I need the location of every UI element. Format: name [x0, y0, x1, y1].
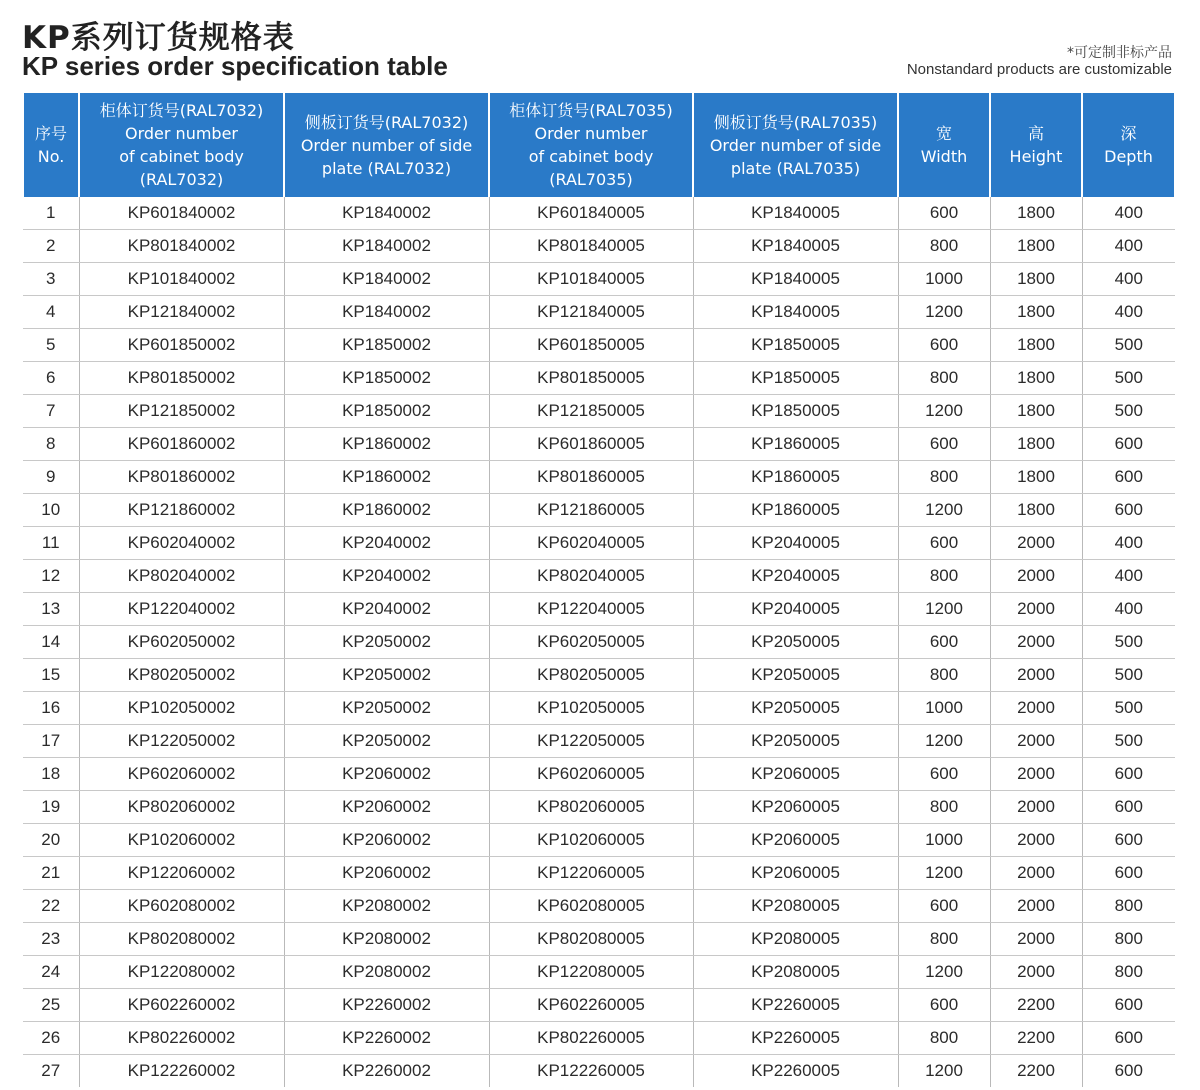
cell-depth: 500: [1082, 626, 1175, 659]
cell-side-plate-7032: KP2040002: [284, 593, 489, 626]
cell-no: 1: [23, 197, 79, 230]
cell-no: 7: [23, 395, 79, 428]
cell-side-plate-7032: KP1860002: [284, 461, 489, 494]
cell-width: 600: [898, 758, 990, 791]
cell-no: 24: [23, 956, 79, 989]
column-header-line: 宽: [935, 124, 952, 143]
cell-cabinet-7035: KP801860005: [489, 461, 693, 494]
cell-side-plate-7032: KP2060002: [284, 824, 489, 857]
cell-side-plate-7032: KP2260002: [284, 1055, 489, 1088]
cell-width: 800: [898, 659, 990, 692]
column-header-line: plate (RAL7032): [321, 158, 452, 178]
cell-width: 600: [898, 197, 990, 230]
cell-cabinet-7032: KP801860002: [79, 461, 284, 494]
cell-height: 2000: [990, 857, 1082, 890]
column-header-line: 序号: [34, 124, 67, 143]
cell-cabinet-7032: KP102050002: [79, 692, 284, 725]
cell-no: 11: [23, 527, 79, 560]
column-header-side-plate-7035: [693, 93, 898, 197]
cell-height: 1800: [990, 197, 1082, 230]
table-row: [23, 395, 1175, 428]
cell-depth: 800: [1082, 923, 1175, 956]
cell-height: 1800: [990, 395, 1082, 428]
cell-width: 1000: [898, 263, 990, 296]
table-row: [23, 560, 1175, 593]
cell-depth: 400: [1082, 593, 1175, 626]
cell-depth: 500: [1082, 692, 1175, 725]
cell-side-plate-7032: KP2060002: [284, 758, 489, 791]
cell-cabinet-7035: KP602050005: [489, 626, 693, 659]
cell-no: 15: [23, 659, 79, 692]
cell-depth: 800: [1082, 890, 1175, 923]
cell-depth: 500: [1082, 362, 1175, 395]
column-header-line: No.: [37, 147, 65, 166]
cell-cabinet-7032: KP602040002: [79, 527, 284, 560]
cell-height: 2000: [990, 527, 1082, 560]
cell-cabinet-7032: KP601850002: [79, 329, 284, 362]
cell-height: 2200: [990, 1055, 1082, 1088]
table-row: [23, 527, 1175, 560]
cell-width: 1200: [898, 1055, 990, 1088]
cell-width: 800: [898, 923, 990, 956]
column-header-line: Order number: [534, 124, 648, 143]
cell-height: 2000: [990, 659, 1082, 692]
cell-no: 18: [23, 758, 79, 791]
cell-side-plate-7035: KP2060005: [693, 824, 898, 857]
column-header-line: of cabinet body: [119, 147, 244, 166]
cell-width: 1200: [898, 494, 990, 527]
cell-cabinet-7035: KP122060005: [489, 857, 693, 890]
cell-side-plate-7035: KP2050005: [693, 659, 898, 692]
cell-side-plate-7035: KP2050005: [693, 626, 898, 659]
cell-cabinet-7035: KP802080005: [489, 923, 693, 956]
cell-cabinet-7032: KP802260002: [79, 1022, 284, 1055]
cell-cabinet-7032: KP122260002: [79, 1055, 284, 1088]
cell-width: 600: [898, 329, 990, 362]
cell-side-plate-7035: KP2060005: [693, 857, 898, 890]
cell-side-plate-7032: KP2040002: [284, 527, 489, 560]
cell-height: 1800: [990, 296, 1082, 329]
cell-no: 25: [23, 989, 79, 1022]
cell-height: 2000: [990, 890, 1082, 923]
cell-no: 14: [23, 626, 79, 659]
cell-side-plate-7035: KP2040005: [693, 527, 898, 560]
cell-width: 600: [898, 527, 990, 560]
table-row: [23, 593, 1175, 626]
cell-width: 800: [898, 230, 990, 263]
column-header-line: plate (RAL7035): [730, 158, 861, 178]
cell-side-plate-7032: KP2260002: [284, 1022, 489, 1055]
column-header-cabinet-7032: [79, 93, 284, 197]
cell-cabinet-7032: KP801840002: [79, 230, 284, 263]
table-row: [23, 230, 1175, 263]
table-header-row: [23, 93, 1175, 197]
cell-side-plate-7035: KP1860005: [693, 494, 898, 527]
column-header-line: (RAL7035): [549, 170, 633, 189]
column-header-line: 柜体订货号(RAL7032): [99, 101, 264, 120]
table-row: [23, 263, 1175, 296]
cell-depth: 600: [1082, 1022, 1175, 1055]
cell-cabinet-7035: KP122040005: [489, 593, 693, 626]
cell-no: 22: [23, 890, 79, 923]
cell-cabinet-7035: KP601840005: [489, 197, 693, 230]
cell-cabinet-7035: KP802040005: [489, 560, 693, 593]
cell-height: 1800: [990, 461, 1082, 494]
cell-no: 4: [23, 296, 79, 329]
cell-width: 1000: [898, 692, 990, 725]
table-row: [23, 362, 1175, 395]
cell-depth: 600: [1082, 461, 1175, 494]
cell-cabinet-7032: KP602080002: [79, 890, 284, 923]
cell-no: 26: [23, 1022, 79, 1055]
cell-side-plate-7032: KP1850002: [284, 329, 489, 362]
cell-height: 1800: [990, 263, 1082, 296]
cell-height: 2000: [990, 791, 1082, 824]
cell-side-plate-7035: KP1850005: [693, 329, 898, 362]
cell-no: 5: [23, 329, 79, 362]
cell-height: 1800: [990, 362, 1082, 395]
cell-height: 2000: [990, 758, 1082, 791]
cell-cabinet-7035: KP801850005: [489, 362, 693, 395]
cell-no: 12: [23, 560, 79, 593]
cell-no: 2: [23, 230, 79, 263]
cell-side-plate-7032: KP2050002: [284, 692, 489, 725]
column-header-line: Depth: [1104, 147, 1153, 166]
cell-height: 2000: [990, 956, 1082, 989]
cell-side-plate-7035: KP1860005: [693, 461, 898, 494]
column-header-height: [990, 93, 1082, 197]
column-header-line: Order number: [125, 124, 238, 143]
table-row: [23, 1022, 1175, 1055]
cell-side-plate-7032: KP1850002: [284, 362, 489, 395]
cell-cabinet-7035: KP102060005: [489, 824, 693, 857]
cell-no: 8: [23, 428, 79, 461]
cell-no: 27: [23, 1055, 79, 1088]
table-row: [23, 296, 1175, 329]
cell-cabinet-7035: KP602060005: [489, 758, 693, 791]
cell-no: 13: [23, 593, 79, 626]
page-header: [0, 0, 1200, 92]
note-chinese: *可定制非标产品: [1067, 45, 1172, 61]
cell-depth: 600: [1082, 758, 1175, 791]
cell-side-plate-7035: KP1840005: [693, 263, 898, 296]
cell-no: 3: [23, 263, 79, 296]
cell-cabinet-7032: KP802040002: [79, 560, 284, 593]
cell-height: 2000: [990, 560, 1082, 593]
table-row: [23, 494, 1175, 527]
cell-side-plate-7032: KP2260002: [284, 989, 489, 1022]
cell-depth: 400: [1082, 263, 1175, 296]
column-header-no: [23, 93, 79, 197]
cell-cabinet-7035: KP121840005: [489, 296, 693, 329]
table-row: [23, 461, 1175, 494]
column-header-line: of cabinet body: [528, 147, 654, 166]
cell-width: 800: [898, 362, 990, 395]
cell-side-plate-7032: KP1860002: [284, 428, 489, 461]
cell-side-plate-7035: KP2050005: [693, 725, 898, 758]
cell-side-plate-7035: KP2260005: [693, 1022, 898, 1055]
cell-height: 2000: [990, 824, 1082, 857]
cell-side-plate-7032: KP1840002: [284, 263, 489, 296]
note-english: Nonstandard products are customizable: [906, 61, 1172, 78]
cell-depth: 500: [1082, 725, 1175, 758]
cell-depth: 500: [1082, 329, 1175, 362]
cell-no: 16: [23, 692, 79, 725]
cell-side-plate-7035: KP2080005: [693, 956, 898, 989]
cell-cabinet-7035: KP602040005: [489, 527, 693, 560]
cell-width: 1000: [898, 824, 990, 857]
cell-depth: 800: [1082, 956, 1175, 989]
column-header-line: Order number of side: [300, 135, 473, 155]
cell-width: 800: [898, 1022, 990, 1055]
cell-depth: 500: [1082, 395, 1175, 428]
table-row: [23, 692, 1175, 725]
cell-no: 21: [23, 857, 79, 890]
cell-side-plate-7035: KP1840005: [693, 296, 898, 329]
cell-side-plate-7035: KP1860005: [693, 428, 898, 461]
cell-cabinet-7032: KP601840002: [79, 197, 284, 230]
cell-no: 20: [23, 824, 79, 857]
cell-side-plate-7035: KP1840005: [693, 230, 898, 263]
cell-cabinet-7035: KP802050005: [489, 659, 693, 692]
cell-side-plate-7035: KP1840005: [693, 197, 898, 230]
column-header-line: 侧板订货号(RAL7032): [304, 112, 469, 132]
cell-side-plate-7035: KP2080005: [693, 890, 898, 923]
cell-width: 800: [898, 461, 990, 494]
cell-height: 2000: [990, 923, 1082, 956]
column-header-line: (RAL7032): [139, 170, 224, 189]
cell-cabinet-7032: KP602050002: [79, 626, 284, 659]
cell-depth: 400: [1082, 527, 1175, 560]
cell-cabinet-7032: KP802080002: [79, 923, 284, 956]
column-header-side-plate-7032: [284, 93, 489, 197]
cell-cabinet-7035: KP122080005: [489, 956, 693, 989]
cell-depth: 400: [1082, 296, 1175, 329]
column-header-line: Order number of side: [709, 135, 882, 155]
table-row: [23, 956, 1175, 989]
table-row: [23, 659, 1175, 692]
cell-height: 2000: [990, 626, 1082, 659]
cell-no: 9: [23, 461, 79, 494]
cell-depth: 600: [1082, 428, 1175, 461]
spec-table: [22, 93, 1176, 1087]
column-header-cabinet-7035: [489, 93, 693, 197]
table-row: [23, 428, 1175, 461]
cell-side-plate-7032: KP2080002: [284, 923, 489, 956]
table-row: [23, 923, 1175, 956]
cell-depth: 500: [1082, 659, 1175, 692]
cell-width: 1200: [898, 857, 990, 890]
table-row: [23, 626, 1175, 659]
cell-side-plate-7035: KP1850005: [693, 395, 898, 428]
cell-depth: 600: [1114, 1061, 1143, 1080]
cell-cabinet-7032: KP801850002: [79, 362, 284, 395]
cell-depth: 600: [1082, 494, 1175, 527]
cell-depth: 400: [1082, 560, 1175, 593]
cell-side-plate-7035: KP1850005: [693, 362, 898, 395]
cell-width: 600: [898, 428, 990, 461]
cell-side-plate-7032: KP1840002: [284, 230, 489, 263]
column-header-line: Width: [920, 147, 968, 166]
cell-cabinet-7035: KP801840005: [489, 230, 693, 263]
table-row: [23, 725, 1175, 758]
cell-cabinet-7032: KP122050002: [79, 725, 284, 758]
cell-side-plate-7032: KP1840002: [284, 197, 489, 230]
column-header-line: Height: [1009, 147, 1063, 166]
title-chinese: KP系列订货规格表: [22, 20, 295, 56]
cell-side-plate-7032: KP2050002: [284, 626, 489, 659]
cell-width: 1200: [898, 296, 990, 329]
cell-side-plate-7032: KP2080002: [284, 890, 489, 923]
cell-height: 1800: [990, 494, 1082, 527]
cell-depth: 600: [1082, 791, 1175, 824]
cell-cabinet-7035: KP601850005: [489, 329, 693, 362]
cell-side-plate-7032: KP1850002: [284, 395, 489, 428]
cell-cabinet-7032: KP122080002: [79, 956, 284, 989]
cell-side-plate-7032: KP2080002: [284, 956, 489, 989]
cell-cabinet-7035: KP101840005: [489, 263, 693, 296]
cell-cabinet-7035: KP802260005: [489, 1022, 693, 1055]
cell-side-plate-7035: KP2040005: [693, 560, 898, 593]
cell-cabinet-7035: KP122260005: [489, 1055, 693, 1088]
cell-side-plate-7035: KP2260005: [693, 1055, 898, 1088]
cell-width: 800: [898, 791, 990, 824]
table-body: [23, 197, 1175, 1087]
cell-no: 19: [23, 791, 79, 824]
cell-cabinet-7035: KP121850005: [489, 395, 693, 428]
cell-width: 1200: [898, 395, 990, 428]
cell-cabinet-7032: KP121860002: [79, 494, 284, 527]
cell-side-plate-7035: KP2040005: [693, 593, 898, 626]
cell-side-plate-7035: KP2080005: [693, 923, 898, 956]
cell-height: 2200: [990, 989, 1082, 1022]
cell-depth: 600: [1082, 989, 1175, 1022]
column-header-width: [898, 93, 990, 197]
cell-side-plate-7032: KP1860002: [284, 494, 489, 527]
cell-height: 1800: [990, 230, 1082, 263]
cell-side-plate-7035: KP2260005: [693, 989, 898, 1022]
cell-side-plate-7035: KP2050005: [693, 692, 898, 725]
cell-height: 1800: [990, 428, 1082, 461]
cell-no: 23: [23, 923, 79, 956]
cell-cabinet-7032: KP802050002: [79, 659, 284, 692]
cell-side-plate-7032: KP2040002: [284, 560, 489, 593]
table-row: [23, 824, 1175, 857]
cell-side-plate-7035: KP2060005: [693, 758, 898, 791]
cell-width: 1200: [898, 593, 990, 626]
cell-no: 17: [23, 725, 79, 758]
cell-height: 1800: [990, 329, 1082, 362]
cell-cabinet-7035: KP102050005: [489, 692, 693, 725]
cell-height: 2000: [990, 593, 1082, 626]
cell-width: 600: [898, 626, 990, 659]
table-row: [23, 857, 1175, 890]
cell-width: 600: [898, 989, 990, 1022]
cell-width: 600: [898, 890, 990, 923]
table-row: [23, 758, 1175, 791]
cell-cabinet-7032: KP602060002: [79, 758, 284, 791]
table-row: [23, 989, 1175, 1022]
cell-side-plate-7032: KP2060002: [284, 791, 489, 824]
cell-cabinet-7032: KP121840002: [79, 296, 284, 329]
column-header-line: 柜体订货号(RAL7035): [509, 101, 673, 120]
cell-depth: 600: [1082, 824, 1175, 857]
cell-cabinet-7035: KP602260005: [489, 989, 693, 1022]
cell-cabinet-7032: KP102060002: [79, 824, 284, 857]
cell-cabinet-7032: KP101840002: [79, 263, 284, 296]
column-header-line: 侧板订货号(RAL7035): [713, 112, 878, 132]
cell-side-plate-7032: KP2050002: [284, 725, 489, 758]
cell-height: 2200: [990, 1022, 1082, 1055]
cell-no: 10: [23, 494, 79, 527]
cell-height: 2000: [990, 725, 1082, 758]
cell-cabinet-7035: KP601860005: [489, 428, 693, 461]
table-row: [23, 329, 1175, 362]
cell-side-plate-7032: KP1840002: [284, 296, 489, 329]
cell-side-plate-7035: KP2060005: [693, 791, 898, 824]
cell-cabinet-7032: KP601860002: [79, 428, 284, 461]
table-row: [23, 1055, 1175, 1088]
cell-height: 2000: [990, 692, 1082, 725]
cell-cabinet-7035: KP802060005: [489, 791, 693, 824]
cell-width: 1200: [898, 956, 990, 989]
cell-cabinet-7032: KP121850002: [79, 395, 284, 428]
cell-side-plate-7032: KP2050002: [284, 659, 489, 692]
table-row: [23, 791, 1175, 824]
cell-depth: 600: [1082, 857, 1175, 890]
cell-depth: 400: [1082, 197, 1175, 230]
cell-cabinet-7035: KP602080005: [489, 890, 693, 923]
cell-cabinet-7035: KP122050005: [489, 725, 693, 758]
column-header-line: 深: [1120, 124, 1137, 143]
title-english: KP series order specification table: [22, 51, 448, 81]
column-header-depth: [1082, 93, 1175, 197]
cell-width: 800: [898, 560, 990, 593]
cell-cabinet-7035: KP121860005: [489, 494, 693, 527]
column-header-line: 高: [1027, 124, 1044, 143]
cell-cabinet-7032: KP122060002: [79, 857, 284, 890]
cell-cabinet-7032: KP602260002: [79, 989, 284, 1022]
cell-no: 6: [23, 362, 79, 395]
table-row: [23, 890, 1175, 923]
table-row: [23, 197, 1175, 230]
cell-width: 1200: [898, 725, 990, 758]
cell-side-plate-7032: KP2060002: [284, 857, 489, 890]
cell-depth: 400: [1082, 230, 1175, 263]
cell-cabinet-7032: KP802060002: [79, 791, 284, 824]
cell-cabinet-7032: KP122040002: [79, 593, 284, 626]
